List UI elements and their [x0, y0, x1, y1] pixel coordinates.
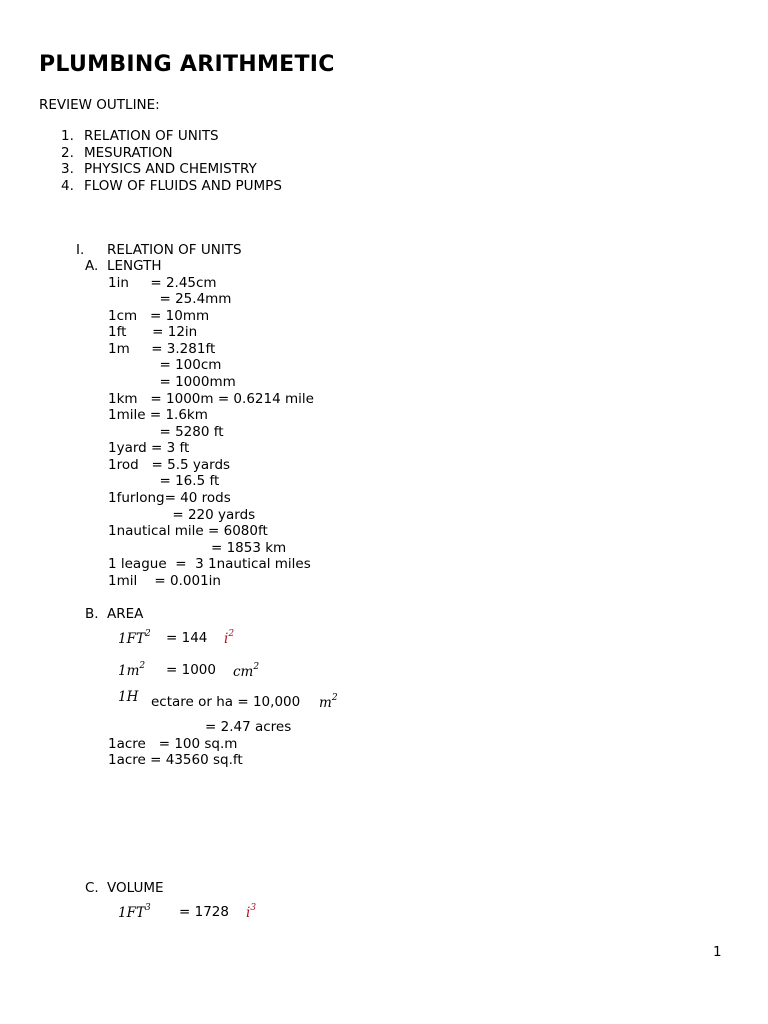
section-title: RELATION OF UNITS [107, 242, 242, 258]
equation-rhs-text: i [224, 631, 229, 647]
exponent: 3 [250, 903, 257, 913]
conversion-line: 1yard = 3 ft [108, 440, 190, 456]
subsection-label: B. [85, 606, 99, 622]
exponent: 2 [253, 662, 260, 672]
equation-lhs [118, 658, 145, 679]
conversion-line: = 220 yards [108, 507, 256, 523]
equation-lhs-text: 1FT [118, 631, 145, 647]
outline-item: RELATION OF UNITS [84, 128, 219, 144]
equation-rhs-text: m [319, 695, 332, 711]
conversion-line: 1km = 1000m = 0.6214 mile [108, 391, 314, 407]
equation-lhs-text: 1m [118, 663, 140, 679]
conversion-line: 1in = 2.45cm [108, 275, 217, 291]
equation-rhs [246, 900, 256, 921]
outline-num: 4. [61, 178, 74, 194]
equation-rhs [224, 626, 234, 647]
equation-eq: = 144 [166, 630, 208, 646]
conversion-line: = 1853 km [108, 540, 287, 556]
subsection-label: C. [85, 880, 99, 896]
conversion-line: = 25.4mm [108, 291, 232, 307]
conversion-line: = 5280 ft [108, 424, 224, 440]
exponent: 3 [144, 903, 151, 913]
conversion-line: 1acre = 100 sq.m [108, 736, 238, 752]
conversion-line: 1furlong= 40 rods [108, 490, 231, 506]
review-outline-label: REVIEW OUTLINE: [39, 97, 160, 113]
conversion-line: = 1000mm [108, 374, 236, 390]
exponent: 2 [228, 629, 235, 639]
exponent: 2 [331, 693, 338, 703]
equation-eq: = 1000 [166, 662, 216, 678]
subsection-title-area: AREA [107, 606, 144, 622]
exponent: 2 [139, 661, 146, 671]
conversion-line: = 100cm [108, 357, 222, 373]
conversion-line: 1nautical mile = 6080ft [108, 523, 268, 539]
equation-eq: = 1728 [179, 904, 229, 920]
outline-num: 1. [61, 128, 74, 144]
equation-rhs-text: i [246, 905, 251, 921]
conversion-line: = 16.5 ft [108, 473, 220, 489]
page-number: 1 [713, 944, 722, 960]
equation-rhs [233, 659, 259, 680]
conversion-line: 1acre = 43560 sq.ft [108, 752, 243, 768]
page-title: PLUMBING ARITHMETIC [39, 52, 335, 77]
equation-lhs [118, 626, 151, 647]
conversion-line: = 2.47 acres [205, 719, 292, 735]
outline-item: MESURATION [84, 145, 173, 161]
outline-num: 2. [61, 145, 74, 161]
outline-item: FLOW OF FLUIDS AND PUMPS [84, 178, 282, 194]
subsection-label: A. [85, 258, 99, 274]
conversion-line: 1rod = 5.5 yards [108, 457, 231, 473]
outline-item: PHYSICS AND CHEMISTRY [84, 161, 257, 177]
subsection-title-volume: VOLUME [107, 880, 164, 896]
equation-text: ectare or ha = 10,000 [151, 694, 301, 710]
conversion-line: 1ft = 12in [108, 324, 198, 340]
section-number: I. [76, 242, 85, 258]
conversion-line: 1mile = 1.6km [108, 407, 208, 423]
subsection-title-length: LENGTH [107, 258, 162, 274]
equation-lhs [118, 900, 151, 921]
equation-lhs-text: 1FT [118, 905, 145, 921]
outline-num: 3. [61, 161, 74, 177]
exponent: 2 [144, 629, 151, 639]
conversion-line: 1mil = 0.001in [108, 573, 221, 589]
equation-rhs-text: cm [233, 664, 254, 680]
conversion-line: 1 league = 3 1nautical miles [108, 556, 311, 572]
conversion-line: 1cm = 10mm [108, 308, 210, 324]
equation-rhs [319, 690, 338, 711]
equation-lhs: 1H [118, 689, 139, 705]
conversion-line: 1m = 3.281ft [108, 341, 216, 357]
